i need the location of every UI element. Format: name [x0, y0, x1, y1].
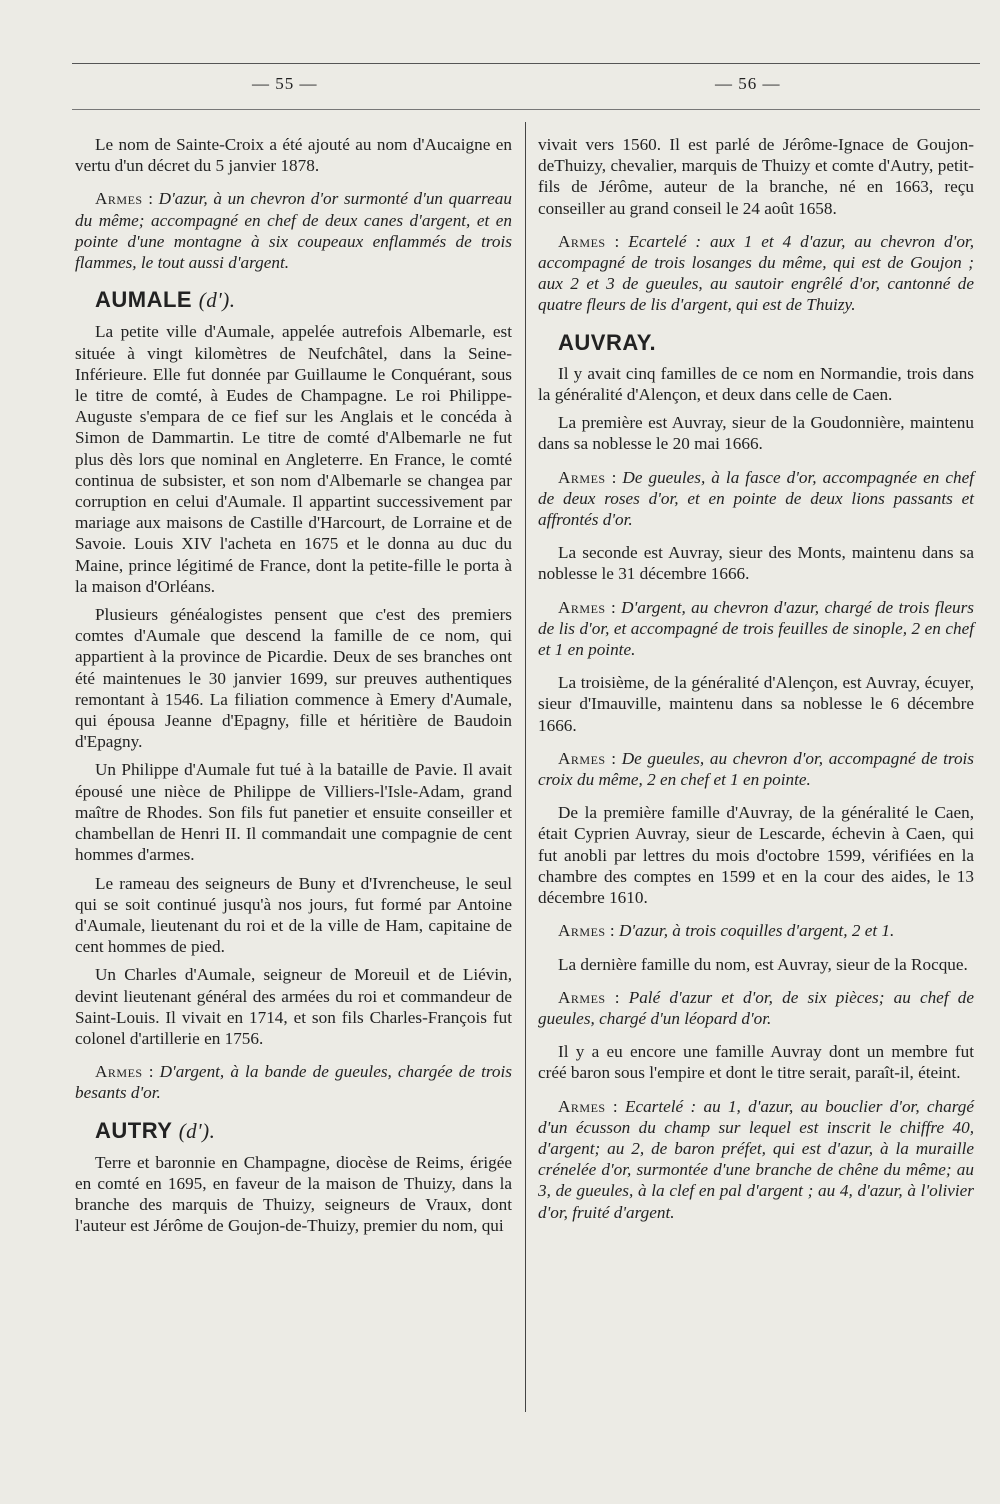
paragraph: Le rameau des seigneurs de Buny et d'Ivrencheuse, le seul qui se soit continué jusqu'à nos jours, fut formé par Antoine d'Aumale, lieutenant du roi et de la ville de Ham, capitaine de cent hommes de pied. [75, 873, 512, 957]
arms-text: D'argent, à la bande de gueules, chargée de trois besants d'or. [75, 1062, 512, 1103]
right-column [538, 134, 974, 1235]
heading-title: AUMALE [95, 287, 193, 313]
arms-label: Armes [558, 597, 606, 617]
arms-entry: Armes : D'azur, à trois coquilles d'argent, 2 et 1. [558, 921, 895, 941]
arms-entry: Armes : D'argent, à la bande de gueules, chargée de trois besants d'or. [75, 1062, 512, 1103]
paragraph: Terre et baronnie en Champagne, diocèse de Reims, érigée en comté en 1695, en faveur de la maison de Thuizy, dans la branche des marquis de Thuizy, seigneurs de Vraux, dont l'auteur est Jérôme de Goujon-de-Thuizy, premier du nom, qui [75, 1152, 512, 1236]
arms-entry: Armes : Ecartelé : au 1, d'azur, au bouclier d'or, chargé d'un écusson du champ sur lequel est inscrit le chiffre 40, d'argent; au 2, de baron préfet, qui est d'azur, à la muraille crénelée d'or, surmontée d'une branche de chêne du même; au 3, de gueules, à la clef en pal d'argent ; au 4, d'azur, à l'olivier d'or, fruité d'argent. [538, 1096, 974, 1222]
header-rule-top [72, 63, 980, 64]
arms-text: Palé d'azur et d'or, de six pièces; au chef de gueules, chargé d'un léopard d'or. [538, 987, 974, 1028]
heading-particle: (d'). [198, 288, 236, 313]
entry-heading-autry [95, 1117, 512, 1143]
arms-text: De gueules, au chevron d'or, accompagné de trois croix du même, 2 en chef et 1 en pointe. [538, 748, 974, 790]
arms-entry: Armes : D'argent, au chevron d'azur, chargé de trois fleurs de lis d'or, et accompagné de trois feuilles de sinople, 2 en chef et 1 en pointe. [538, 597, 974, 660]
page-number-right: — 56 — [715, 74, 781, 93]
paragraph: Il y avait cinq familles de ce nom en Normandie, trois dans la généralité d'Alençon, et deux dans celle de Caen. [538, 363, 974, 405]
paragraph: La dernière famille du nom, est Auvray, sieur de la Rocque. [558, 954, 968, 974]
column-divider [525, 122, 526, 1412]
arms-text: D'azur, à trois coquilles d'argent, 2 et 1. [618, 921, 895, 941]
arms-text: D'azur, à un chevron d'or surmonté d'un quarreau du même; accompagné en chef de deux canes d'argent, et en pointe d'une montagne à six coupeaux enflammés de trois flammes, le tout aussi d'argent. [75, 189, 512, 273]
paragraph: La troisième, de la généralité d'Alençon, est Auvray, écuyer, sieur d'Imauville, maintenu dans sa noblesse le 6 décembre 1666. [538, 673, 974, 735]
header-rule-bottom [72, 109, 980, 110]
arms-label: Armes [558, 1096, 606, 1116]
paragraph: La seconde est Auvray, sieur des Monts, maintenu dans sa noblesse le 31 décembre 1666. [538, 543, 974, 584]
paragraph: La petite ville d'Aumale, appelée autrefois Albemarle, est située à vingt kilomètres de Neufchâtel, dans la Seine-Inférieure. Elle fut donnée par Guillaume le Conquérant, sous le titre de comté, à Eudes de Champagne. Le roi Philippe-Auguste s'empara de ce fief sur les Anglais et le concéda à Simon de Dammartin. Le titre de comté d'Albemarle ne fut plus dès lors que nominal en Angleterre. En France, le comté continua de subsister, et son nom d'Albemarle se changea par corruption en celui d'Aumale. Il appartint successivement par mariage aux maisons de Castille d'Harcourt, de Lorraine et de Savoie. Louis XIV l'acheta en 1675 et le donna au duc du Maine, prince légitimé de France, dont la petite-fille le porta à la maison d'Orléans. [75, 322, 512, 596]
arms-entry: Armes : De gueules, au chevron d'or, accompagné de trois croix du même, 2 en chef et 1 en pointe. [538, 748, 974, 790]
heading-title: AUTRY [95, 1117, 173, 1143]
arms-label: Armes [558, 987, 606, 1007]
arms-text: Ecartelé : aux 1 et 4 d'azur, au chevron d'or, accompagné de trois losanges du même, qui est de Goujon ; aux 2 et 3 de gueules, au sautoir engrêlé d'or, cantonné de quatre fleurs de lis d'argent, qui est de Thuizy. [538, 231, 975, 315]
left-column [75, 134, 512, 1244]
paragraph: Un Philippe d'Aumale fut tué à la bataille de Pavie. Il avait épousé une nièce de Philippe de Villiers-l'Isle-Adam, grand maître de Rhodes. Son fils fut panetier et ensuite conseiller et chambellan de Henri II. Il commandait une compagnie de cent hommes d'armes. [75, 760, 512, 865]
heading-particle: (d'). [178, 1118, 216, 1143]
arms-label: Armes [95, 1062, 143, 1082]
arms-entry: Armes : D'azur, à un chevron d'or surmonté d'un quarreau du même; accompagné en chef de deux canes d'argent, et en pointe d'une montagne à six coupeaux enflammés de trois flammes, le tout aussi d'argent. [75, 189, 512, 273]
paragraph: Un Charles d'Aumale, seigneur de Moreuil et de Liévin, devint lieutenant général des armées du roi et commandeur de Saint-Louis. Il vivait en 1714, et son fils Charles-François fut colonel d'artillerie en 1756. [75, 965, 512, 1048]
arms-text: D'argent, au chevron d'azur, chargé de trois fleurs de lis d'or, et accompagné de trois feuilles de sinople, 2 en chef et 1 en pointe. [538, 597, 974, 660]
paragraph: De la première famille d'Auvray, de la généralité le Caen, était Cyprien Auvray, sieur de Lescarde, échevin à Caen, qui fut anobli par lettres du mois d'octobre 1599, vérifiées en la chambre des comptes en 1599 et en la cour des aides, le 13 décembre 1610. [538, 803, 974, 908]
page-number-left: — 55 — [252, 74, 318, 93]
arms-entry: Armes : Ecartelé : aux 1 et 4 d'azur, au chevron d'or, accompagné de trois losanges du même, qui est de Goujon ; aux 2 et 3 de gueules, au sautoir engrêlé d'or, cantonné de quatre fleurs de lis d'argent, qui est de Thuizy. [538, 231, 975, 315]
arms-text: De gueules, à la fasce d'or, accompagnée en chef de deux roses d'or, et en pointe de deux lions passants et affrontés d'or. [538, 467, 974, 530]
entry-heading-auvray: AUVRAY. [558, 329, 657, 355]
paragraph: Le nom de Sainte-Croix a été ajouté au nom d'Aucaigne en vertu d'un décret du 5 janvier 1878. [75, 135, 512, 176]
arms-label: Armes [558, 231, 606, 251]
paragraph: vivait vers 1560. Il est parlé de Jérôme-Ignace de Goujon-deThuizy, chevalier, marquis de Thuizy et comte d'Autry, petit-fils de Jérôme, auteur de la branche, né en 1663, reçu conseiller au grand conseil le 24 août 1658. [538, 135, 974, 218]
arms-label: Armes [558, 467, 606, 487]
paragraph: Il y a eu encore une famille Auvray dont un membre fut créé baron sous l'empire et dont le titre serait, paraît-il, éteint. [538, 1042, 974, 1083]
entry-heading-aumale [95, 289, 512, 311]
arms-text: Ecartelé : au 1, d'azur, au bouclier d'or, chargé d'un écusson du champ sur lequel est inscrit le chiffre 40, d'argent; au 2, de baron préfet, qui est d'azur, à la muraille crénelée d'or, surmontée d'une branche de chêne du même; au 3, de gueules, à la clef en pal d'argent ; au 4, d'azur, à l'olivier d'or, fruité d'argent. [538, 1096, 974, 1222]
arms-label: Armes [558, 921, 606, 941]
arms-label: Armes [558, 748, 606, 768]
paragraph: La première est Auvray, sieur de la Goudonnière, maintenu dans sa noblesse le 20 mai 1666. [538, 413, 974, 454]
arms-entry: Armes : De gueules, à la fasce d'or, accompagnée en chef de deux roses d'or, et en pointe de deux lions passants et affrontés d'or. [538, 467, 974, 530]
arms-entry: Armes : Palé d'azur et d'or, de six pièces; au chef de gueules, chargé d'un léopard d'or. [538, 987, 974, 1028]
arms-label: Armes [95, 189, 143, 209]
paragraph: Plusieurs généalogistes pensent que c'est des premiers comtes d'Aumale que descend la famille de ce nom, qui appartient à la province de Picardie. Deux de ses branches ont été maintenues le 30 janvier 1699, sur preuves authentiques remontant à 1546. La filiation commence à Emery d'Aumale, qui épousa Jeanne d'Epagny, fille et héritière de Baudoin d'Epagny. [75, 605, 512, 752]
